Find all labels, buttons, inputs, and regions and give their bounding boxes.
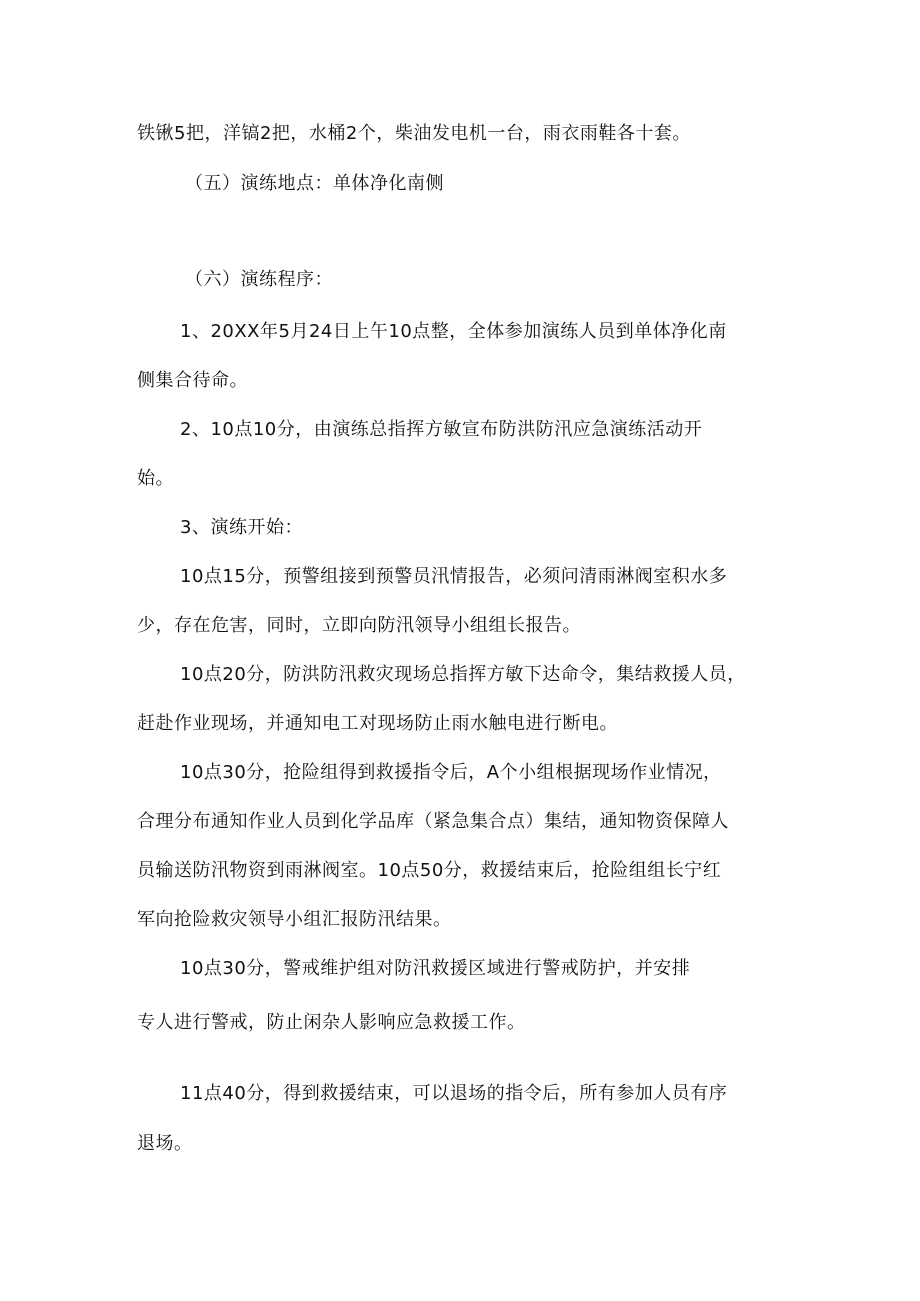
event-1030-line-3: 员输送防汛物资到雨淋阀室。10点50分，救援结束后，抢险组组长宁红 [137,860,722,881]
event-1030-line-1: 10点30分，抢险组得到救援指令后，A个小组根据现场作业情况， [180,762,722,783]
section-heading-location: （五）演练地点：单体净化南侧 [185,173,444,194]
event-1015-line-2: 少，存在危害，同时，立即向防汛领导小组组长报告。 [137,615,581,636]
event-guard-line-1: 10点30分，警戒维护组对防汛救援区域进行警戒防护，并安排 [180,958,691,979]
step-1-line-1: 1、20XX年5月24日上午10点整，全体参加演练人员到单体净化南 [180,321,727,342]
event-1015-line-1: 10点15分，预警组接到预警员汛情报告，必须问清雨淋阀室积水多 [180,566,728,587]
text-line-1: 铁锹5把，洋镐2把，水桶2个，柴油发电机一台，雨衣雨鞋各十套。 [137,123,691,144]
event-1140-line-2: 退场。 [137,1133,193,1154]
step-3-heading: 3、演练开始： [180,517,303,538]
event-1020-line-1: 10点20分，防洪防汛救灾现场总指挥方敏下达命令，集结救援人员， [180,664,746,685]
event-1030-line-4: 军向抢险救灾领导小组汇报防汛结果。 [137,909,452,930]
event-guard-line-2: 专人进行警戒，防止闲杂人影响应急救援工作。 [137,1012,526,1033]
event-1030-line-2: 合理分布通知作业人员到化学品库（紧急集合点）集结，通知物资保障人 [137,811,729,832]
event-1020-line-2: 赶赴作业现场，并通知电工对现场防止雨水触电进行断电。 [137,713,618,734]
event-1140-line-1: 11点40分，得到救援结束，可以退场的指令后，所有参加人员有序 [180,1083,728,1104]
section-heading-procedure: （六）演练程序： [185,269,333,290]
step-2-line-2: 始。 [137,468,174,489]
step-1-line-2: 侧集合待命。 [137,370,248,391]
step-2-line-1: 2、10点10分，由演练总指挥方敏宣布防洪防汛应急演练活动开 [180,419,703,440]
